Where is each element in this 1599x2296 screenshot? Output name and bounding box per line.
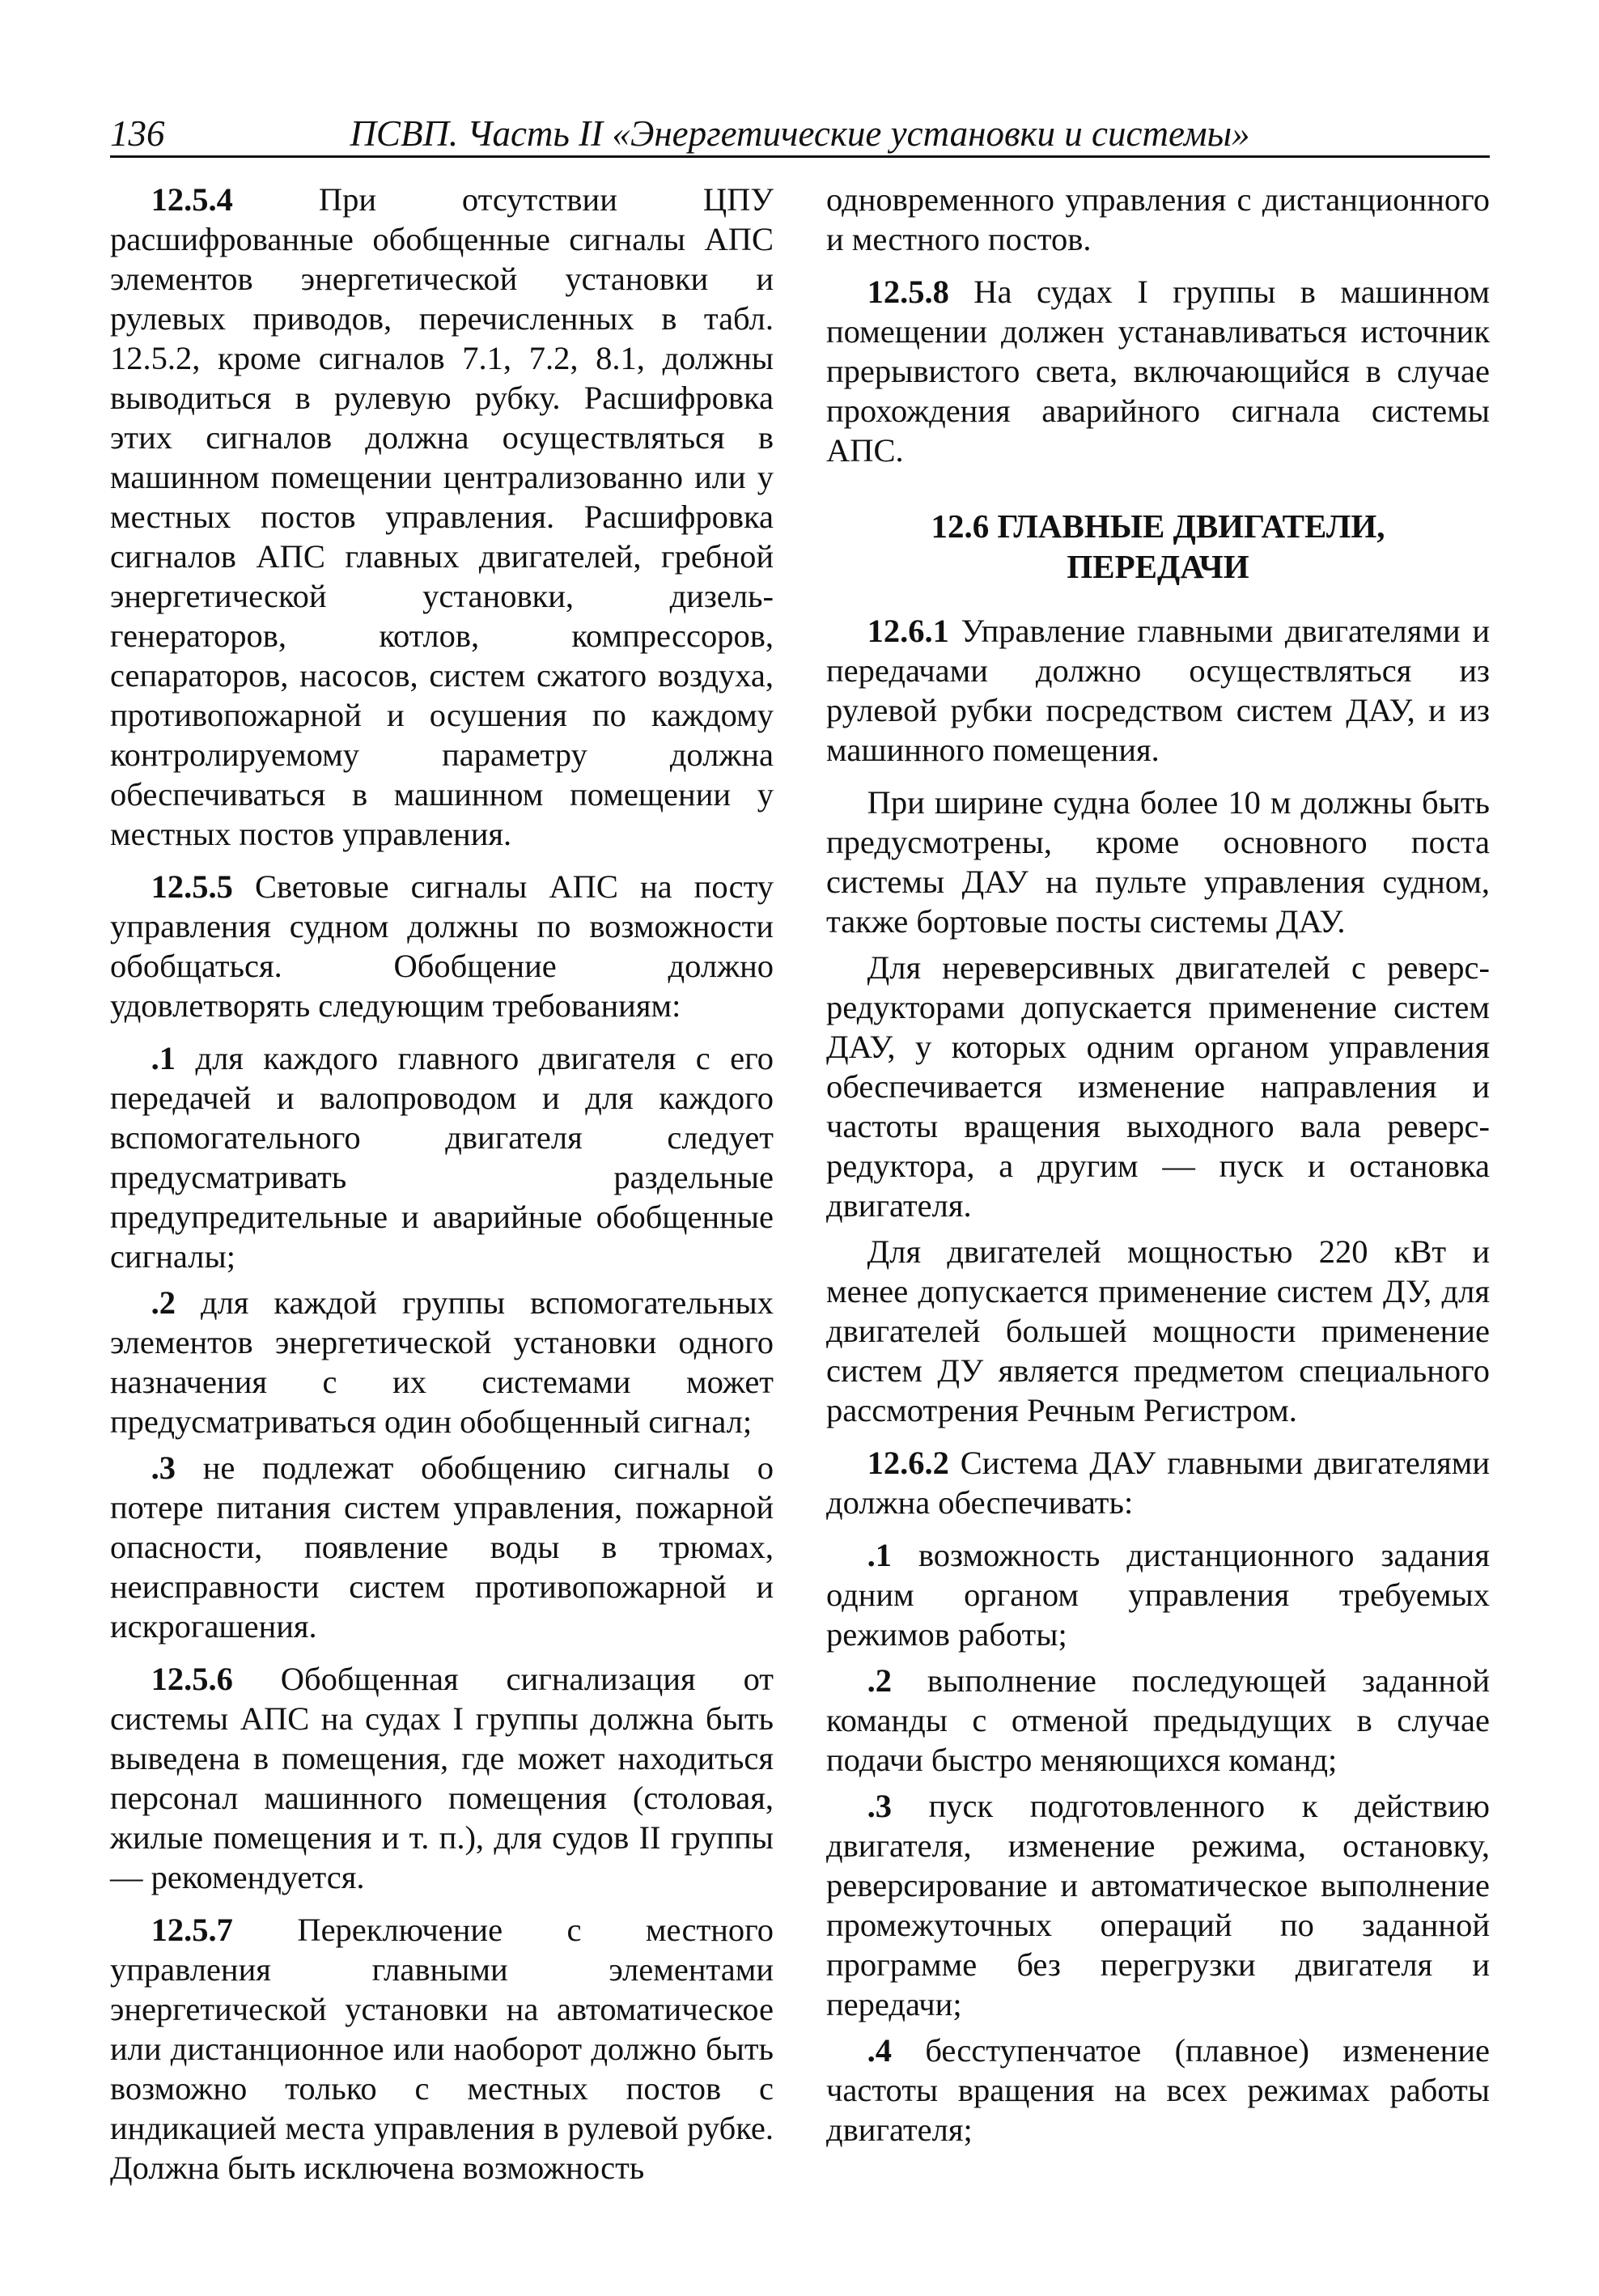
running-title: ПСВП. Часть II «Энергетические установки и системы»: [350, 113, 1250, 154]
clause-12-5-4: 12.5.4 При отсутствии ЦПУ расшифрованные обобщенные сигналы АПС элементов энергетической установки и рулевых приводов, перечисленных в табл. 12.5.2, кроме сигналов 7.1, 7.2, 8.1, должны выводиться в рулевую рубку. Расшифровка этих сигналов должна осуществляться в машинном помещении централизованно или у местных постов управления. Расшифровка сигналов АПС главных двигателей, гребной энергетической установки, дизель-генераторов, котлов, компрессоров, сепараторов, насосов, систем сжатого воздуха, противопожарной и осушения по каждому контролируемому параметру должна обеспечиваться в машинном помещении у местных постов управления.: [110, 181, 774, 852]
page-number: 136: [110, 113, 165, 154]
right-column: [826, 180, 1490, 2156]
paragraph-non-reversible: Для нереверсивных двигателей с реверс-редукторами допускается применение систем ДАУ, у которых одним органом управления обеспечивается изменение направления и частоты вращения выходного вала реверс-редуктора, а другим — пуск и остановка двигателя.: [826, 949, 1490, 1224]
clause-12-6-2: 12.6.2 Система ДАУ главными двигателями должна обеспечивать:: [826, 1445, 1490, 1521]
clause-12-6-2-item-4: .4 бесступенчатое (плавное) изменение частоты вращения на всех режимах работы двигателя;: [826, 2032, 1490, 2148]
clause-12-5-5-item-1: .1 для каждого главного двигателя с его передачей и валопроводом и для каждого вспомогательного двигателя следует предусматривать раздельные предупредительные и аварийные обобщенные сигналы;: [110, 1040, 774, 1275]
clause-12-6-2-item-2: .2 выполнение последующей заданной команды с отменой предыдущих в случае подачи быстро меняющихся команд;: [826, 1662, 1490, 1778]
clause-12-5-5-item-2: .2 для каждой группы вспомогательных элементов энергетической установки одного назначения с их системами может предусматриваться один обобщенный сигнал;: [110, 1284, 774, 1440]
document-page: [110, 112, 1490, 2248]
clause-12-5-6: 12.5.6 Обобщенная сигнализация от системы АПС на судах I группы должна быть выведена в помещения, где может находиться персонал машинного помещения (столовая, жилые помещения и т. п.), для судов II группы — рекомендуется.: [110, 1661, 774, 1895]
paragraph-engine-power: Для двигателей мощностью 220 кВт и менее допускается применение систем ДУ, для двигателей большей мощности применение систем ДУ является предметом специального рассмотрения Речным Регистром.: [826, 1233, 1490, 1428]
clause-12-5-7: 12.5.7 Переключение с местного управления главными элементами энергетической установки на автоматическое или дистанционное или наоборот должно быть возможно только с местных постов с индикацией места управления в рулевой рубке. Должна быть исключена возможность: [110, 1912, 774, 2186]
left-column: [110, 180, 774, 2201]
clause-12-5-7-continued: одновременного управления с дистанционного и местного постов.: [826, 181, 1490, 257]
clause-12-6-1: 12.6.1 Управление главными двигателями и передачами должно осуществляться из рулевой рубки посредством систем ДАУ, и из машинного помещения.: [826, 613, 1490, 768]
paragraph-ship-width: При ширине судна более 10 м должны быть предусмотрены, кроме основного поста системы ДАУ на пульте управления судном, также бортовые посты системы ДАУ.: [826, 784, 1490, 940]
clause-12-5-5: 12.5.5 Световые сигналы АПС на посту управления судном должны по возможности обобщаться. Обобщение должно удовлетворять следующим требованиям:: [110, 868, 774, 1024]
clause-12-6-2-item-3: .3 пуск подготовленного к действию двигателя, изменение режима, остановку, реверсирование и автоматическое выполнение промежуточных операций по заданной программе без перегрузки двигателя и передачи;: [826, 1788, 1490, 2022]
running-header: [110, 112, 1490, 158]
section-heading: 12.6 ГЛАВНЫЕ ДВИГАТЕЛИ, ПЕРЕДАЧИ: [931, 507, 1385, 585]
clause-12-6-2-item-1: .1 возможность дистанционного задания одним органом управления требуемых режимов работы;: [826, 1537, 1490, 1653]
clause-12-5-5-item-3: .3 не подлежат обобщению сигналы о потере питания систем управления, пожарной опасности, появление воды в трюмах, неисправности систем противопожарной и искрогашения.: [110, 1449, 774, 1645]
clause-12-5-8: 12.5.8 На судах I группы в машинном помещении должен устанавливаться источник прерывистого света, включающийся в случае прохождения аварийного сигнала системы АПС.: [826, 274, 1490, 469]
